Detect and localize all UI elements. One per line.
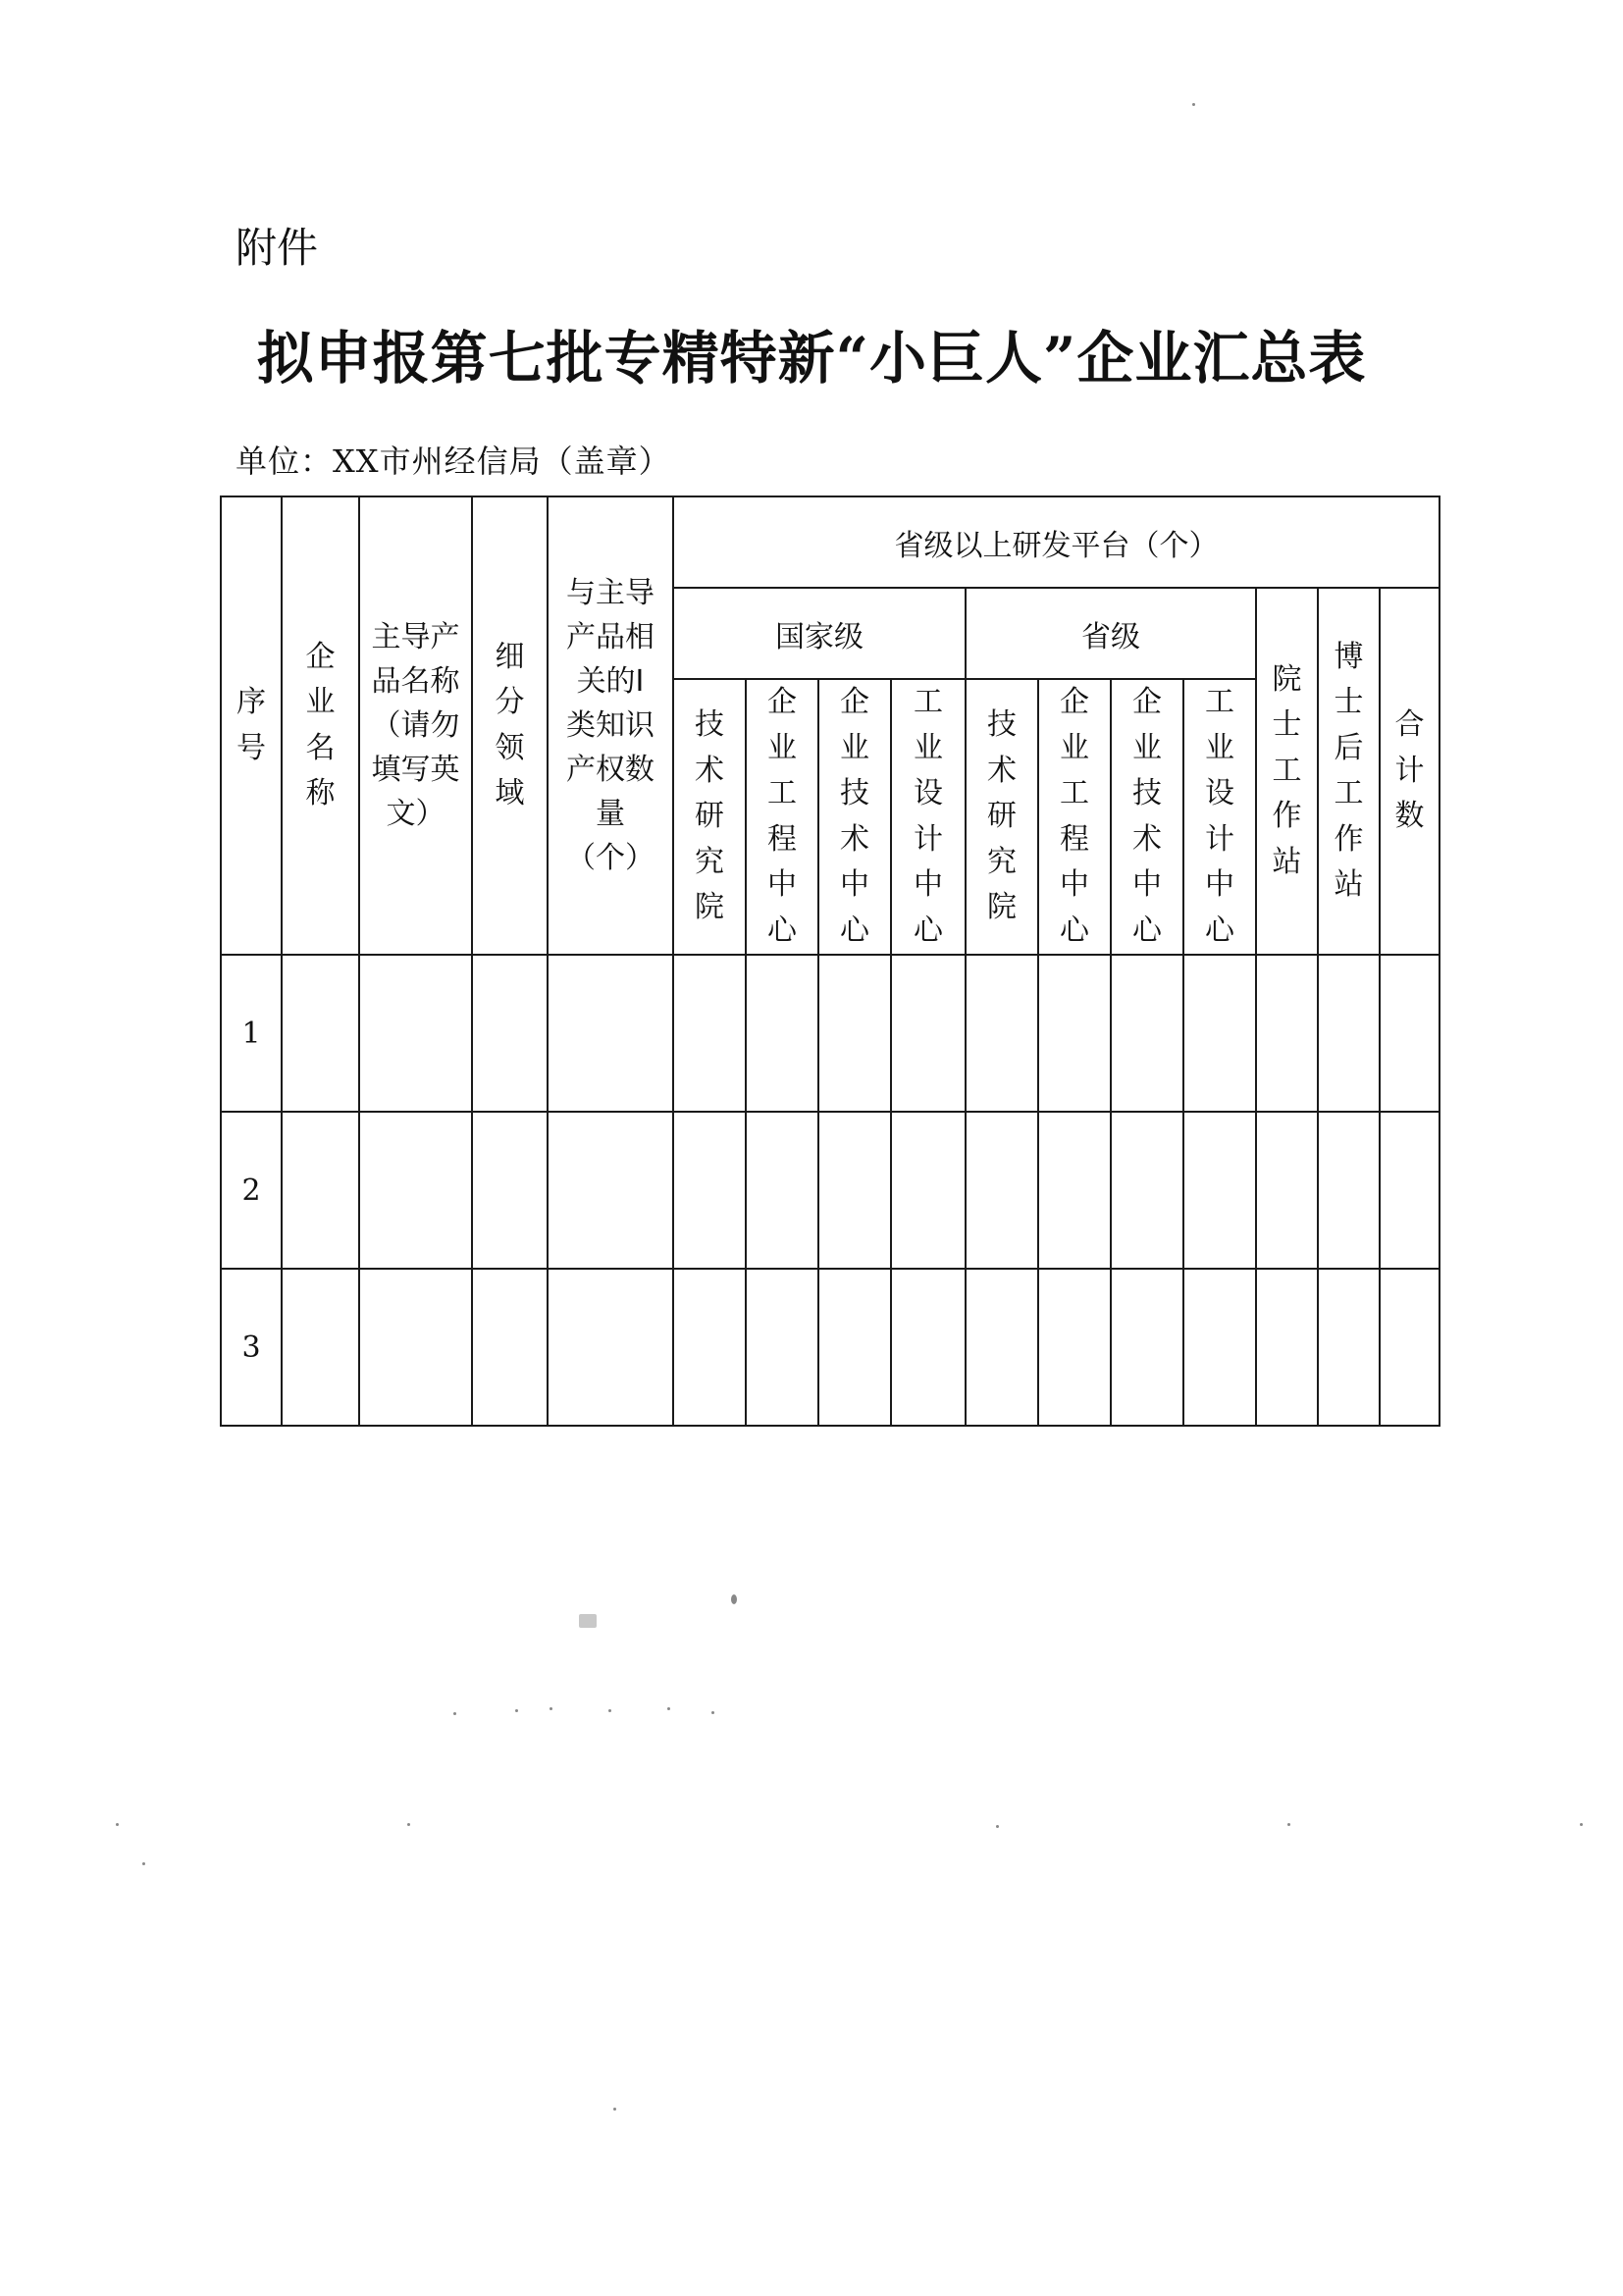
- header-national-design-center: 工业设计中心: [914, 685, 943, 948]
- attachment-label: 附件: [236, 224, 319, 272]
- table-cell[interactable]: [1256, 1112, 1318, 1269]
- header-product-cell: [359, 496, 472, 955]
- header-national-tech-center: 企业技术中心: [840, 685, 869, 948]
- header-provincial-cell: [966, 588, 1256, 679]
- header-national-design-center-cell: [891, 679, 966, 955]
- table-row: [221, 1112, 1440, 1269]
- header-field-cell: [472, 496, 548, 955]
- table-cell[interactable]: [818, 1269, 891, 1426]
- scan-speck: [579, 1614, 597, 1628]
- table-cell[interactable]: [1318, 1112, 1380, 1269]
- table-cell[interactable]: [282, 955, 359, 1112]
- scan-speck: [608, 1709, 611, 1712]
- header-seq-cell: [221, 496, 282, 955]
- table-cell[interactable]: [1380, 1112, 1440, 1269]
- scan-speck: [142, 1862, 145, 1865]
- header-national-tech-center-cell: [818, 679, 891, 955]
- header-national-eng-center-cell: [746, 679, 818, 955]
- table-cell[interactable]: [673, 955, 746, 1112]
- header-provincial-tech-institute-cell: [966, 679, 1038, 955]
- table-cell[interactable]: [548, 1269, 673, 1426]
- header-national-tech-institute-cell: [673, 679, 746, 955]
- table-cell[interactable]: [359, 1269, 472, 1426]
- header-ip: 与主导产品相关的Ⅰ类知识产权数量（个）: [566, 576, 654, 875]
- table-cell[interactable]: [548, 955, 673, 1112]
- header-provincial-design-center-cell: [1183, 679, 1256, 955]
- table-cell[interactable]: [472, 1269, 548, 1426]
- header-field: 细分领域: [495, 639, 525, 810]
- scan-speck: [116, 1823, 119, 1826]
- scan-speck: [731, 1594, 737, 1604]
- header-national: 国家级: [775, 619, 864, 654]
- header-national-tech-institute: 技术研究院: [695, 707, 724, 925]
- table-cell[interactable]: [282, 1112, 359, 1269]
- table-cell[interactable]: [818, 955, 891, 1112]
- header-provincial-eng-center: 企业工程中心: [1060, 685, 1089, 948]
- table-row: [221, 1269, 1440, 1426]
- scan-speck: [711, 1711, 714, 1714]
- table-cell[interactable]: [891, 1269, 966, 1426]
- table-cell[interactable]: [472, 1112, 548, 1269]
- table-cell[interactable]: [472, 955, 548, 1112]
- table-cell[interactable]: [1256, 955, 1318, 1112]
- header-provincial-tech-institute: 技术研究院: [987, 707, 1017, 925]
- header-provincial-design-center: 工业设计中心: [1205, 685, 1234, 948]
- table-cell[interactable]: [1038, 1269, 1111, 1426]
- header-total: 合计数: [1394, 707, 1425, 834]
- table-cell[interactable]: [673, 1269, 746, 1426]
- header-provincial: 省级: [1081, 619, 1140, 654]
- header-academician-cell: [1256, 588, 1318, 955]
- row-seq: 2: [221, 1112, 282, 1269]
- header-postdoc: 博士后工作站: [1334, 639, 1364, 902]
- header-academician: 院士工作站: [1272, 661, 1302, 879]
- table-cell[interactable]: [891, 1112, 966, 1269]
- table-cell[interactable]: [746, 955, 818, 1112]
- table-cell[interactable]: [282, 1269, 359, 1426]
- row-seq: 3: [221, 1269, 282, 1426]
- header-provincial-tech-center-cell: [1111, 679, 1183, 955]
- table-cell[interactable]: [1256, 1269, 1318, 1426]
- header-rd-group-cell: [673, 496, 1440, 588]
- header-company: 企业名称: [305, 639, 336, 810]
- header-national-eng-center: 企业工程中心: [767, 685, 797, 948]
- header-product: 主导产品名称（请勿填写英文）: [371, 620, 460, 831]
- table-cell[interactable]: [818, 1112, 891, 1269]
- table-cell[interactable]: [1318, 955, 1380, 1112]
- table-cell[interactable]: [966, 1269, 1038, 1426]
- table-cell[interactable]: [1318, 1269, 1380, 1426]
- scan-speck: [1580, 1823, 1583, 1826]
- scan-speck: [1192, 103, 1195, 106]
- table-cell[interactable]: [1111, 955, 1183, 1112]
- header-row: [221, 496, 1440, 588]
- scan-speck: [996, 1825, 999, 1828]
- table-cell[interactable]: [1038, 1112, 1111, 1269]
- scan-speck: [1287, 1823, 1290, 1826]
- scan-speck: [515, 1709, 518, 1712]
- header-ip-cell: [548, 496, 673, 955]
- document-title: 拟申报第七批专精特新“小巨人”企业汇总表: [256, 325, 1367, 391]
- table-row: [221, 955, 1440, 1112]
- header-national-cell: [673, 588, 966, 679]
- scan-speck: [667, 1707, 670, 1710]
- table-cell[interactable]: [1183, 955, 1256, 1112]
- table-cell[interactable]: [966, 1112, 1038, 1269]
- table-cell[interactable]: [673, 1112, 746, 1269]
- table-cell[interactable]: [746, 1269, 818, 1426]
- table-cell[interactable]: [1183, 1269, 1256, 1426]
- table-cell[interactable]: [1038, 955, 1111, 1112]
- table-cell[interactable]: [1111, 1112, 1183, 1269]
- scan-speck: [407, 1823, 410, 1826]
- scan-speck: [550, 1707, 552, 1710]
- header-seq: 序号: [236, 685, 266, 765]
- header-provincial-eng-center-cell: [1038, 679, 1111, 955]
- table-cell[interactable]: [359, 1112, 472, 1269]
- unit-line: 单位：XX市州经信局（盖章）: [236, 443, 671, 480]
- table-cell[interactable]: [1183, 1112, 1256, 1269]
- scan-speck: [613, 2108, 616, 2111]
- table-cell[interactable]: [891, 955, 966, 1112]
- table-cell[interactable]: [1380, 955, 1440, 1112]
- table-cell[interactable]: [1380, 1269, 1440, 1426]
- table-cell[interactable]: [746, 1112, 818, 1269]
- header-postdoc-cell: [1318, 588, 1380, 955]
- table-cell[interactable]: [548, 1112, 673, 1269]
- header-provincial-tech-center: 企业技术中心: [1132, 685, 1162, 948]
- summary-table: [220, 496, 1440, 1427]
- header-rd-group: 省级以上研发平台（个）: [894, 528, 1219, 563]
- scan-speck: [453, 1712, 456, 1715]
- header-total-cell: [1380, 588, 1440, 955]
- table-cell[interactable]: [1111, 1269, 1183, 1426]
- table-cell[interactable]: [966, 955, 1038, 1112]
- header-company-cell: [282, 496, 359, 955]
- table-cell[interactable]: [359, 955, 472, 1112]
- row-seq: 1: [221, 955, 282, 1112]
